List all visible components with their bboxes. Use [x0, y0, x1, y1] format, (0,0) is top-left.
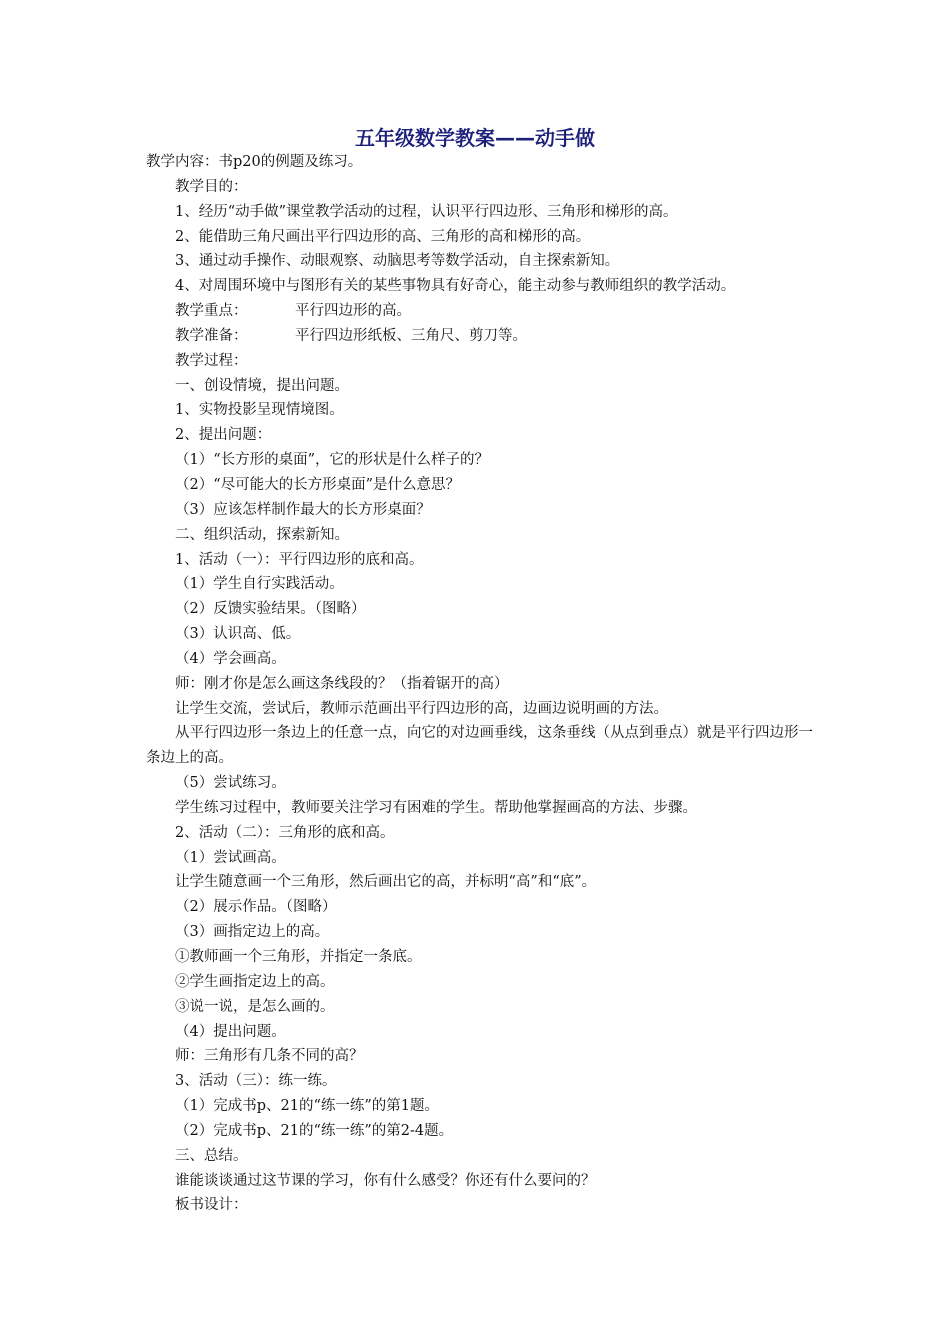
objective-item: 1、经历“动手做”课堂教学活动的过程，认识平行四边形、三角形和梯形的高。	[175, 203, 678, 220]
section-line: 板书设计：	[175, 1197, 248, 1214]
section-line: 谁能谈谈通过这节课的学习，你有什么感受？你还有什么要问的？	[175, 1172, 596, 1189]
activity-line: 师：三角形有几条不同的高？	[175, 1048, 364, 1065]
activity-line: 师：刚才你是怎么画这条线段的？（指着锯开的高）	[175, 675, 509, 692]
objectives-label: 教学目的：	[175, 178, 248, 195]
section-heading: 二、组织活动，探索新知。	[175, 526, 349, 543]
activity-line: ③说一说，是怎么画的。	[175, 998, 335, 1015]
section-line: （1）“长方形的桌面”，它的形状是什么样子的？	[175, 452, 490, 469]
activity-heading: 3、活动（三）：练一练。	[175, 1073, 337, 1090]
activity-line: （2）展示作品。（图略）	[175, 899, 337, 916]
height-definition: 从平行四边形一条边上的任意一点，向它的对边画垂线，这条垂线（从点到垂点）就是平行四边形一条边上的高。	[146, 725, 813, 767]
key-point-value: 平行四边形的高。	[295, 303, 411, 320]
objective-item: 4、对周围环境中与图形有关的某些事物具有好奇心，能主动参与教师组织的教学活动。	[175, 278, 736, 295]
activity-line: （3）认识高、低。	[175, 626, 301, 643]
preparation-label: 教学准备：	[175, 327, 248, 344]
activity-line: （5）尝试练习。	[175, 775, 286, 792]
activity-line: 让学生随意画一个三角形，然后画出它的高，并标明“高”和“底”。	[175, 874, 597, 891]
activity-line: （1）完成书p、21的“练一练”的第1题。	[175, 1098, 440, 1115]
activity-heading: 2、活动（二）：三角形的底和高。	[175, 824, 395, 841]
activity-line: （4）提出问题。	[175, 1023, 286, 1040]
preparation-value: 平行四边形纸板、三角尺、剪刀等。	[295, 327, 527, 344]
activity-line: （3）画指定边上的高。	[175, 924, 330, 941]
content-line: 教学内容：书p20的例题及练习。	[146, 154, 363, 170]
activity-line: （1）学生自行实践活动。	[175, 576, 344, 593]
activity-heading: 1、活动（一）：平行四边形的底和高。	[175, 551, 424, 568]
activity-line: ①教师画一个三角形，并指定一条底。	[175, 949, 422, 965]
objective-item: 3、通过动手操作、动眼观察、动脑思考等数学活动，自主探索新知。	[175, 253, 620, 270]
activity-line: 让学生交流，尝试后，教师示范画出平行四边形的高，边画边说明画的方法。	[175, 700, 668, 717]
section-line: 1、实物投影呈现情境图。	[175, 402, 344, 419]
activity-line: （2）完成书p、21的“练一练”的第2-4题。	[175, 1122, 454, 1139]
section-line: （3）应该怎样制作最大的长方形桌面？	[175, 501, 431, 518]
activity-line: （2）反馈实验结果。（图略）	[175, 601, 366, 618]
activity-line: ②学生画指定边上的高。	[175, 973, 335, 990]
activity-line: （1）尝试画高。	[175, 849, 286, 866]
section-heading: 三、总结。	[175, 1147, 248, 1164]
section-line: （2）“尽可能大的长方形桌面”是什么意思？	[175, 476, 461, 493]
key-point-label: 教学重点：	[175, 303, 248, 320]
activity-line: （4）学会画高。	[175, 650, 286, 667]
document-body	[146, 150, 826, 1218]
document-title: 五年级数学教案——动手做	[355, 126, 595, 150]
activity-line: 学生练习过程中，教师要关注学习有困难的学生。帮助他掌握画高的方法、步骤。	[175, 799, 697, 816]
section-line: 2、提出问题：	[175, 427, 272, 444]
preparation-line	[146, 324, 826, 349]
objective-item: 2、能借助三角尺画出平行四边形的高、三角形的高和梯形的高。	[175, 228, 591, 245]
section-heading: 一、创设情境，提出问题。	[175, 377, 349, 394]
key-point-line	[146, 299, 826, 324]
process-label: 教学过程：	[175, 352, 248, 369]
